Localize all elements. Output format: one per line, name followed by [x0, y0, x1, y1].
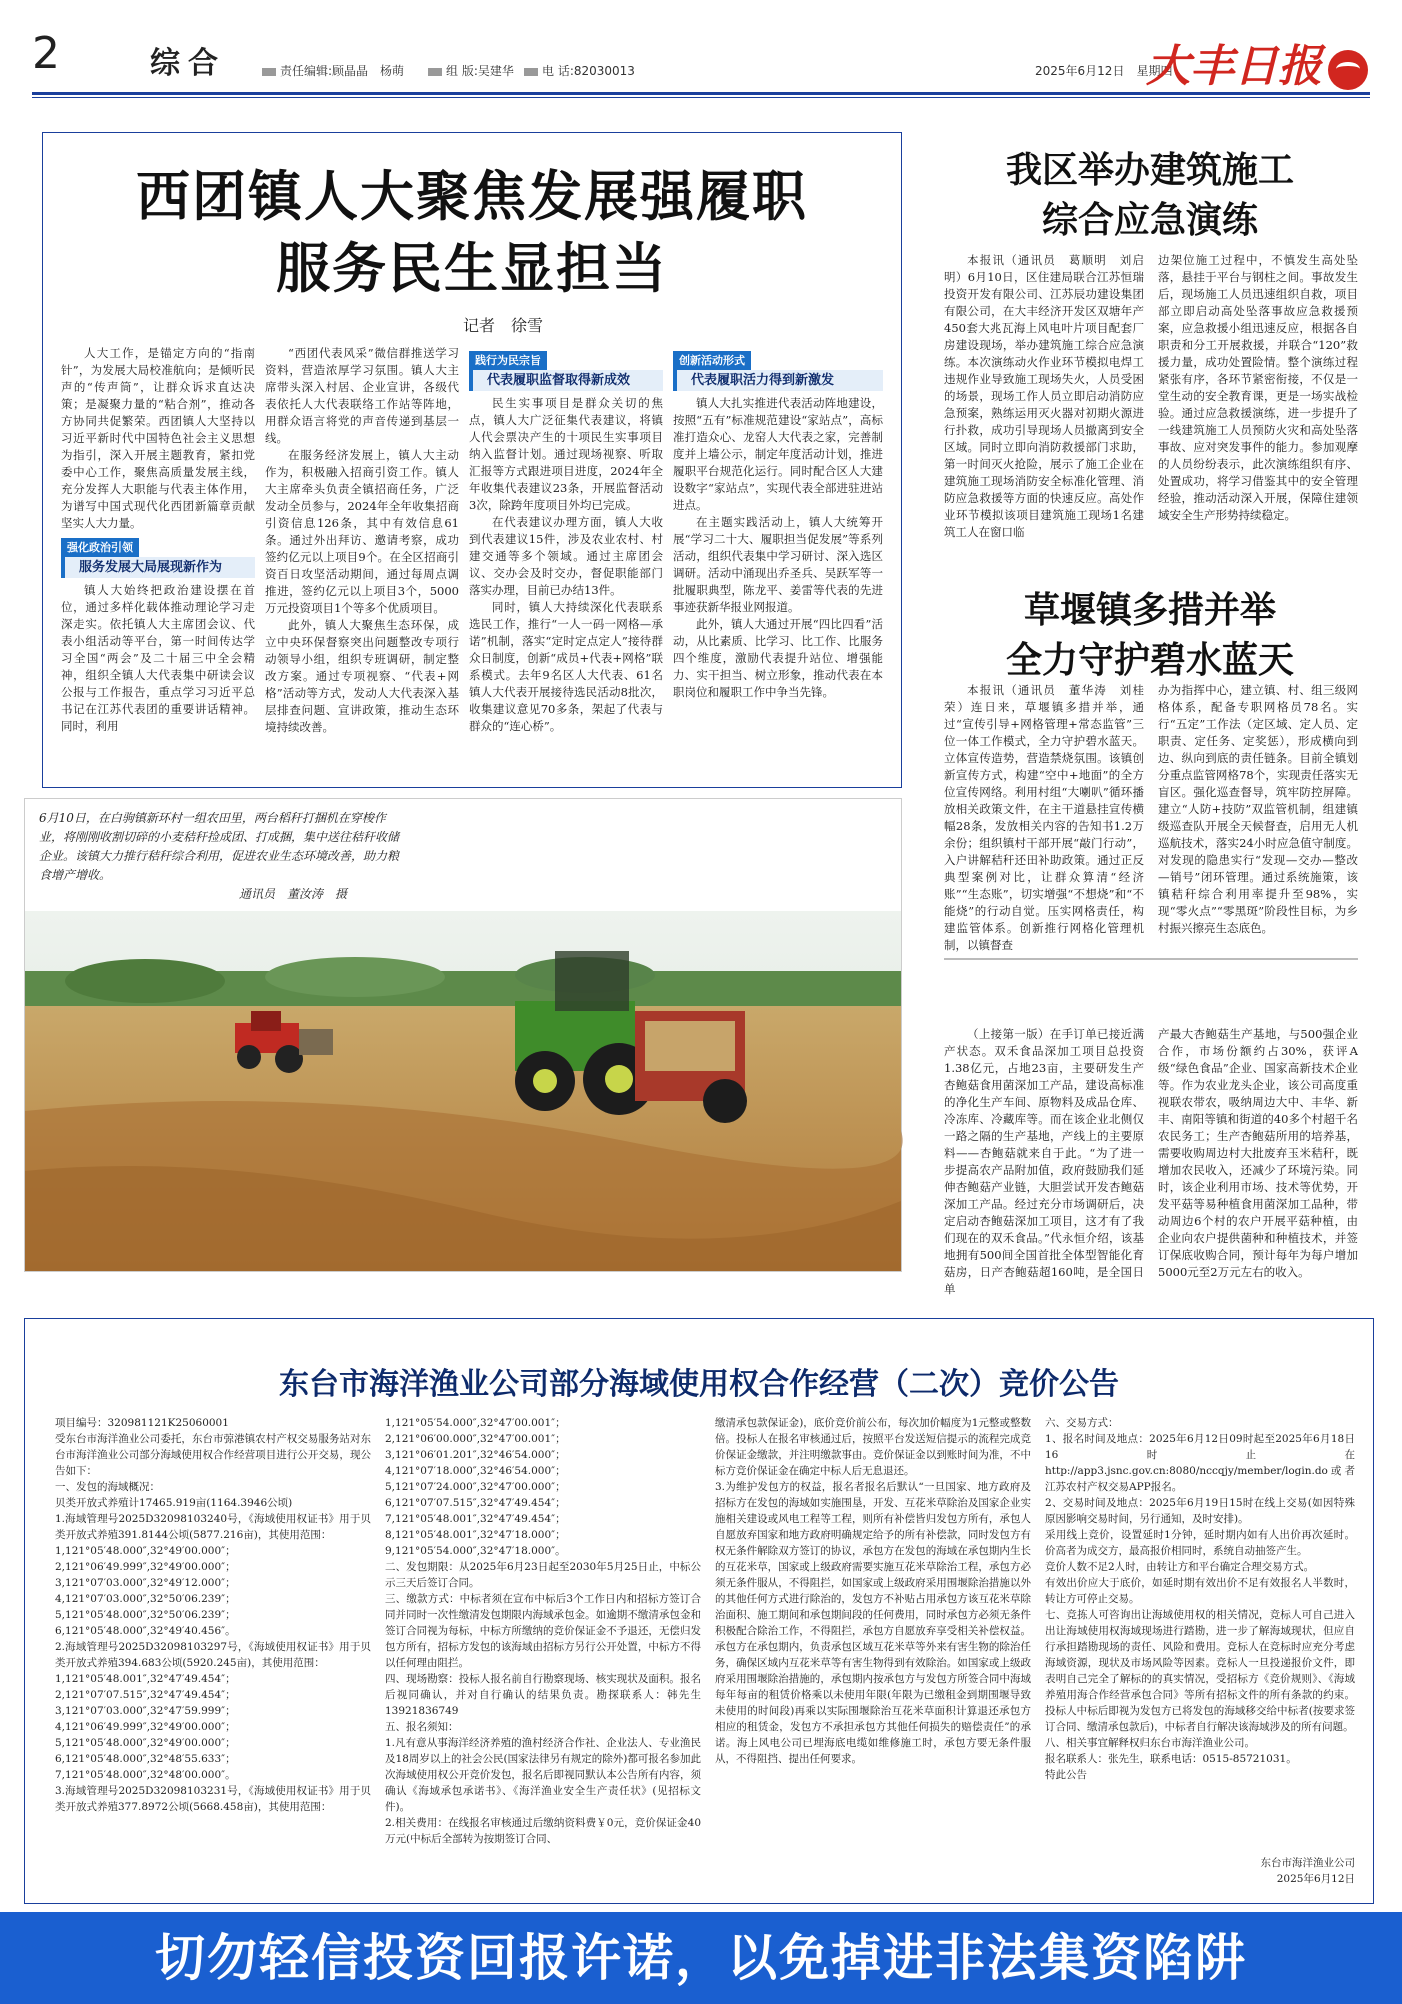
- bidding-notice-title: 东台市海洋渔业公司部分海域使用权合作经营（二次）竞价公告: [279, 1367, 1119, 1402]
- page-number: 2: [32, 28, 60, 79]
- subhead-innovation: 创新活动形式 代表履职活力得到新激发: [673, 351, 883, 391]
- article-drill-col1: 本报讯（通讯员 葛顺明 刘启明）6月10日，区住建局联合江苏恒瑞投资开发有限公司、江苏辰功建设集团有限公司，在大丰经济开发区双塘年产450套大兆瓦海上风电叶片项目配套厂房建设现场，举办建筑施工综合应急演练。本次演练动火作业环节模拟电焊工违规作业导致施工现场失火，人员受困的场景，现场工作人员立即启动消防应急预案，熟练运用灭火器对初期火源进行扑救，成功引导现场人员撤离到安全区域。同时立即向消防救援部门求助，第一时间灭火抢险，展示了施工企业在建筑施工现场消防安全标准化管理、消防应急救援等方面的快速反应。高处作业环节模拟该项目建筑施工现场1名建筑工人在窗口临: [944, 253, 1144, 539]
- harvest-photo: [25, 911, 901, 1271]
- article-drill-title: 我区举办建筑施工 综合应急演练: [1005, 150, 1294, 241]
- article-drill-col2: 边架位施工过程中，不慎发生高处坠落，悬挂于平台与钢柱之间。事故发生后，现场施工人员迅速组织自救，项目部立即启动高处坠落事故应急救援预案，应急救援小组迅速反应，根据各自职责和分工开展救援，并联合“120”救援力量，成功处置险情。整个演练过程紧张有序，各环节紧密衔接，不仅是一堂生动的安全教育课，更是一场实战检验。通过应急救援演练，进一步提升了一线建筑施工人员预防火灾和高处坠落事故、应对突发事件的能力。参加观摩的人员纷纷表示，此次演练组织有序、处置成功，将学习借鉴其中的安全管理经验，推动活动深入开展，保障住建领域安全生产形势持续稳定。: [1158, 253, 1358, 522]
- paper-logo: 大丰日报: [1146, 30, 1368, 94]
- header-rule-thin: [32, 97, 1370, 98]
- column-divider: [944, 958, 1358, 960]
- phone-credit: 电 话:82030013: [524, 62, 635, 79]
- article-continued-col2: 产最大杏鲍菇生产基地，与500强企业合作，市场份额约占30%，获评A级“绿色食品”企业、国家高新技术企业等。作为农业龙头企业，该公司高度重视联农带农，吸纳周边大中、丰华、新丰、南阳等镇和街道的40多个村超千名农民务工；生产杏鲍菇所用的培养基，需要收购周边村大批废弃玉米秸秆，既增加农民收入，还减少了环境污染。同时，该企业利用市场、技术等优势，开发平菇等易种植食用菌深加工品种，带动周边6个村的农户开展平菇种植，由企业向农户提供菌种和种植技术，并签订保底收购合同，预计每年为每户增加5000元至2万元左右的收入。: [1158, 1027, 1358, 1279]
- subhead-people: 践行为民宗旨 代表履职监督取得新成效: [469, 351, 663, 391]
- article-xituan-title: 西团镇人大聚焦发展强履职 服务民生显担当: [136, 165, 808, 300]
- notice-col4: 六、交易方式： 1、报名时间及地点：2025年6月12日09时起至2025年6月18日16时止在http://app3.jsnc.gov.cn:8080/nccqjy/member/login.do或者江苏农村产权交易APP报名。 2、交易时间及地点：2025年6月19日15时在线上交易(如因特殊原因影响交易时间，另行通知，及时安排)。 采用线上竞价，设置延时1分钟，延时期内如有人出价再次延时。价高者为成交方，最高报价相同时，系统自动抽签产生。 竞价人数不足2人时，由转让方和平台确定合理交易方式。 有效出价应大于底价，如延时期有效出价不足有效报名人半数时，转让方可停止交易。 七、竞拣人可咨询出让海域使用权的相关情况，竞标人可自己进入出让海域使用权海域现场进行踏勘，进一步了解海域现状，但应自行承担踏勘现场的责任、风险和费用。竞标人在竞标时应充分考虑海域资源，现状及市场风险等因素。竞标人一旦投递报价文件，即表明自己完全了解标的的真实情况，受招标方《竞价规则》、《海域养殖用海合作经营承包合同》等所有招标文件的所有条款的约束。投标人中标后即视为发包方已将发包的海域移交给中标者(按要求签订合同、缴清承包款后)，中标者自行解决该海域涉及的所有问题。 八、相关事宜解释权归东台市海洋渔业公司。 报名联系人：张先生，联系电话：0515-85721031。 特此公告: [1045, 1417, 1355, 1781]
- editor-credit: 责任编辑:顾晶晶 杨萌: [262, 62, 404, 79]
- photo-box: [24, 798, 902, 1272]
- article-xituan-col1: 人大工作，是锚定方向的“指南针”，为发展大局校准航向；是倾听民声的“传声筒”，让群众诉求直达决策；是凝聚力量的“粘合剂”，推动各方协同共促繁荣。西团镇人大坚持以习近平新时代中国特色社会主义思想为指引，深入开展主题教育，紧扣党委中心工作，聚焦高质量发展主线，充分发挥人大职能与代表主体作用，为谱写中国式现代化西团新篇章贡献坚实人大力量。 强化政治引领 服务发展大局展现新作为 镇人大始终把政治建设摆在首位，通过多样化载体推动理论学习走深走实。依托镇人大主席团会议、代表小组活动等平台，第一时间传达学习全国“两会”及二十届三中全会精神，组织全镇人大代表集中研读会议公报与工作报告，重点学习习近平总书记在江苏代表团的重要讲话精神。同时，利用: [61, 346, 255, 733]
- article-xituan-col2: “西团代表风采”微信群推送学习资料，营造浓厚学习氛围。镇人大主席带头深入村居、企业宣讲，各级代表依托人大代表联络工作站等阵地，用群众语言将党的声音传递到基层一线。 在服务经济发展上，镇人大主动作为，积极融入招商引资工作。镇人大主席牵头负责全镇招商任务，广泛发动全员参与，2024年全年收集招商引资信息126条，其中有效信息61条。通过外出拜访、邀请考察，成功签约亿元以上项目9个。在全区招商引资百日攻坚活动期间，通过每周点调推进，签约亿元以上项目3个，5000万元投资项目1个等多个优质项目。 此外，镇人大聚焦生态环保，成立中央环保督察突出问题整改专项行动领导小组，组织专班调研，制定整改方案。通过专项视察、“代表+网格”活动等方式，发动人大代表深入基层排查问题、宣讲政策，推动生态环境持续改善。: [265, 346, 459, 734]
- issue-date: 2025年6月12日 星期四: [1035, 64, 1173, 78]
- article-continued-col1: （上接第一版）在手订单已接近满产状态。双禾食品深加工项目总投资1.38亿元，占地23亩，主要研发生产杏鲍菇食用菌深加工产品，建设高标准的净化生产车间、原物料及成品仓库、冷冻库、冷藏库等。而在该企业北侧仅一路之隔的生产基地，产线上的主要原料——杏鲍菇就来自于此。“为了进一步提高农产品附加值，政府鼓励我们延伸杏鲍菇产业链，大胆尝试开发杏鲍菇深加工产品。经过充分市场调研后，决定启动杏鲍菇深加工项目，这才有了我们现在的双禾食品。”代永恒介绍，该基地拥有500间全国首批全体型智能化育菇房，日产杏鲍菇超160吨，是全国日单: [944, 1027, 1144, 1296]
- article-xituan-byline: 记者 徐雪: [463, 316, 544, 335]
- notice-col1: 项目编号：320981121K25060001 受东台市海洋渔业公司委托，东台市弶港镇农村产权交易服务站对东台市海洋渔业公司部分海域使用权合作经营项目进行公开交易，现公告如下： 一、发包的海域概况： 贝类开放式养殖计17465.919亩(1164.3946公顷) 1.海域管理号2025D32098103240号，《海域使用权证书》用于贝类开放式养殖391.8144公顷(5877.216亩)，其使用范围： 1,121°05′48.000″,32°49′00.000″； 2,121°06′49.999″,32°49′00.000″； 3,121°07′03.000″,32°49′12.000″； 4,121°07′03.000″,32°50′06.239″； 5,121°05′48.000″,32°50′06.239″； 6,121°05′48.000″,32°49′40.456″。 2.海域管理号2025D32098103297号，《海域使用权证书》用于贝类开放式养殖394.683公顷(5920.245亩)，其使用范围： 1,121°05′48.001″,32°47′49.454″； 2,121°07′07.515″,32°47′49.454″； 3,121°07′03.000″,32°47′59.999″； 4,121°06′49.999″,32°49′00.000″； 5,121°05′48.000″,32°49′00.000″； 6,121°05′48.000″,32°48′55.633″； 7,121°05′48.000″,32°48′00.000″。 3.海域管理号2025D32098103231号，《海域使用权证书》用于贝类开放式养殖377.8972公顷(5668.458亩)，其使用范围：: [55, 1417, 371, 1813]
- warning-banner: 切勿轻信投资回报许诺，以免掉进非法集资陷阱: [0, 1912, 1402, 2004]
- header-rule: [32, 92, 1370, 95]
- article-xituan-col4: 创新活动形式 代表履职活力得到新激发 镇人大扎实推进代表活动阵地建设，按照“五有”标准规范建设“家站点”，高标准打造众心、龙窑人大代表之家，完善制度并上墙公示，制定年度活动计划，推进履职平台规范化运行。同时配合区人大建设数字“家站点”，实现代表全部进驻进站进点。 在主题实践活动上，镇人大统筹开展“学习二十大、履职担当促发展”等系列活动，组织代表集中学习研讨、深入选区调研。活动中涌现出乔圣兵、吴跃军等一批履职典型，陈龙平、姜雷等代表的先进事迹获新华报业网报道。 此外，镇人大通过开展“四比四看”活动，从比素质、比学习、比工作、比服务四个维度，激励代表提升站位、增强能力、实干担当、树立形象，推动代表在本职岗位和履职工作中争当先锋。: [673, 345, 883, 775]
- notice-col3: 缴清承包款保证金)，底价竞价前公布，每次加价幅度为1元整或整数倍。投标人在报名审核通过后，按照平台发送短信提示的流程完成竞价保证金缴款，并注明缴款事由。竞价保证金以到账时间为准，不中标方竞价保证金在确定中标人后无息退还。 3.为维护发包方的权益，报名者报名后默认“一旦国家、地方政府及招标方在发包的海域如实施围垦，开发、互花米草除治及国家企业实施相关建设或风电工程等工程，则所有补偿皆归发包方所有，承包人自愿放弃国家和地方政府明确规定给予的所有补偿款，同时发包方有权无条件解除双方签订的协议，承包方在发包的海域在承包期内生长的互花米草，国家或上级政府需要实施互花米草除治工程，承包方必须无条件服从，不得阻拦，如国家或上级政府采用围堰除治措施以外的其他任何方式进行除治的，发包方不补贴占用承包方该互花米草除治面积、施工期间和承包期间段的任何费用，同时承包方必须无条件积极配合除治工作，不得阻拦，承包方自愿放弃享受相关补偿权益。承包方在承包期内，负责承包区域互花米草等外来有害生物的除治任务，确保区域内互花米草等有害生物得到有效除治。如国家或上级政府采用围堰除治措施的，承包期内按承包方与发包方所签合同中海域每年每亩的租赁价格乘以未使用年限(年限为已缴租金到期围堰导致未使用的时间段)再乘以实际围堰除治互花米草面积计算退还承包方相应的租赁金，发包方不承担承包方其他任何损失的赔偿责任”的承诺。海上风电公司已埋海底电缆如维修施工时，承包方要无条件服从，不得阻挡、提出任何要求。: [715, 1417, 1031, 1765]
- logo-mark-icon: [1328, 50, 1368, 90]
- layout-credit: 组 版:吴建华: [428, 62, 514, 79]
- subhead-political: 强化政治引领 服务发展大局展现新作为: [61, 538, 255, 578]
- notice-signature: 东台市海洋渔业公司 2025年6月12日: [1260, 1857, 1355, 1885]
- article-xituan-col3: 践行为民宗旨 代表履职监督取得新成效 民生实事项目是群众关切的焦点，镇人大广泛征集代表建议，将镇人代会票决产生的十项民生实事项目纳入监督计划。通过现场视察、听取汇报等方式跟进项目进度，2024年全年收集代表建议23条，开展监督活动3次，除跨年度项目外均已完成。 在代表建议办理方面，镇人大收到代表建议15件，涉及农业农村、村建交通等多个领域。通过主席团会议、交办会及时交办，督促职能部门落实办理，目前已办结13件。 同时，镇人大持续深化代表联系选民工作，推行“一人一码一网格—承诺”机制，落实“定时定点定人”接待群众日制度，创新“成员+代表+网格”联系模式。去年9名区人大代表、61名镇人大代表开展接待选民活动8批次，收集建议意见70多条，架起了代表与群众的“连心桥”。: [469, 345, 663, 775]
- article-xituan-box: [42, 132, 902, 788]
- notice-col2: 1,121°05′54.000″,32°47′00.001″； 2,121°06′00.000″,32°47′00.001″； 3,121°06′01.201″,32°46′54.000″； 4,121°07′18.000″,32°46′54.000″； 5,121°07′24.000″,32°47′00.000″； 6,121°07′07.515″,32°47′49.454″； 7,121°05′48.001″,32°47′49.454″； 8,121°05′48.001″,32°47′18.000″； 9,121°05′54.000″,32°47′18.000″。 二、发包期限：从2025年6月23日起至2030年5月25日止，中标公示三天后签订合同。 三、缴款方式：中标者须在宣布中标后3个工作日内和招标方签订合同并同时一次性缴清发包期限内海域承包金。如逾期不缴清承包金和签订合同视为每标，中标方所缴纳的竞价保证金不予退还，无偿归发包方所有，招标方发包的该海域由招标方另行公开处置，中标方不得以任何理由阻拦。 四、现场勘察：投标人报名前自行勘察现场、核实现状及面积。报名后视同确认，并对自行确认的结果负责。勘探联系人：韩先生13921836749 五、报名须知： 1.凡有意从事海洋经济养殖的渔村经济合作社、企业法人、专业渔民及18周岁以上的社会公民(国家法律另有规定的除外)都可报名参加此次海域使用权公开竞价发包，报名后即视同默认本公告所有内容，须确认《海域承包承诺书》、《海洋渔业安全生产责任状》(见招标文件)。 2.相关费用：在线报名审核通过后缴纳资料费￥0元，竞价保证金40万元(中标后全部转为按期签订合同、: [385, 1417, 701, 1845]
- section-name: 综合: [150, 46, 226, 81]
- photo-caption: 6月10日，在白驹镇新环村一组农田里，两台稻秆打捆机在穿梭作业，将刚刚收割切碎的小麦秸秆捡成团、打成捆，集中送往秸秆收储企业。该镇大力推行秸秆综合利用，促进农业生态环境改善，助力粮食增产增收。 通讯员 董汝涛 摄: [39, 811, 400, 901]
- bidding-notice-box: [24, 1318, 1374, 1904]
- article-caoyan-col1: 本报讯（通讯员 董华涛 刘桂荣）连日来，草堰镇多措并举，通过“宣传引导+网格管理+常态监管”三位一体工作模式，全力守护碧水蓝天。立体宣传造势，营造禁烧氛围。该镇创新宣传方式，构建“空中+地面”的全方位宣传网络。利用村组“大喇叭”循环播放相关政策文件，在主干道悬挂宣传横幅28条，发放相关内容的告知书1.2万余份；组织镇村干部开展“敲门行动”，入户讲解秸秆还田补助政策。通过正反典型案例对比，让群众算清“经济账”“生态账”，切实增强“不想烧”和“不能烧”的行动自觉。压实网格责任，构建监管体系。创新推行网格化管理机制，以镇督查: [944, 683, 1144, 952]
- article-caoyan-title: 草堰镇多措并举 全力守护碧水蓝天: [1005, 590, 1294, 681]
- article-caoyan-col2: 办为指挥中心，建立镇、村、组三级网格体系，配备专职网格员78名。实行“五定”工作法（定区域、定人员、定职责、定任务、定奖惩），形成横向到边、纵向到底的责任链条。目前全镇划分重点监管网格78个，实现责任落实无盲区。强化巡查督导，筑牢防控屏障。建立“人防+技防”双监管机制，组建镇级巡查队开展全天候督查，启用无人机巡航技术，落实24小时应急值守制度。对发现的隐患实行“发现—交办—整改—销号”闭环管理。通过系统施策，该镇秸秆综合利用率提升至98%，实现“零火点”“零黑斑”阶段性目标，为乡村振兴擦亮生态底色。: [1158, 683, 1358, 935]
